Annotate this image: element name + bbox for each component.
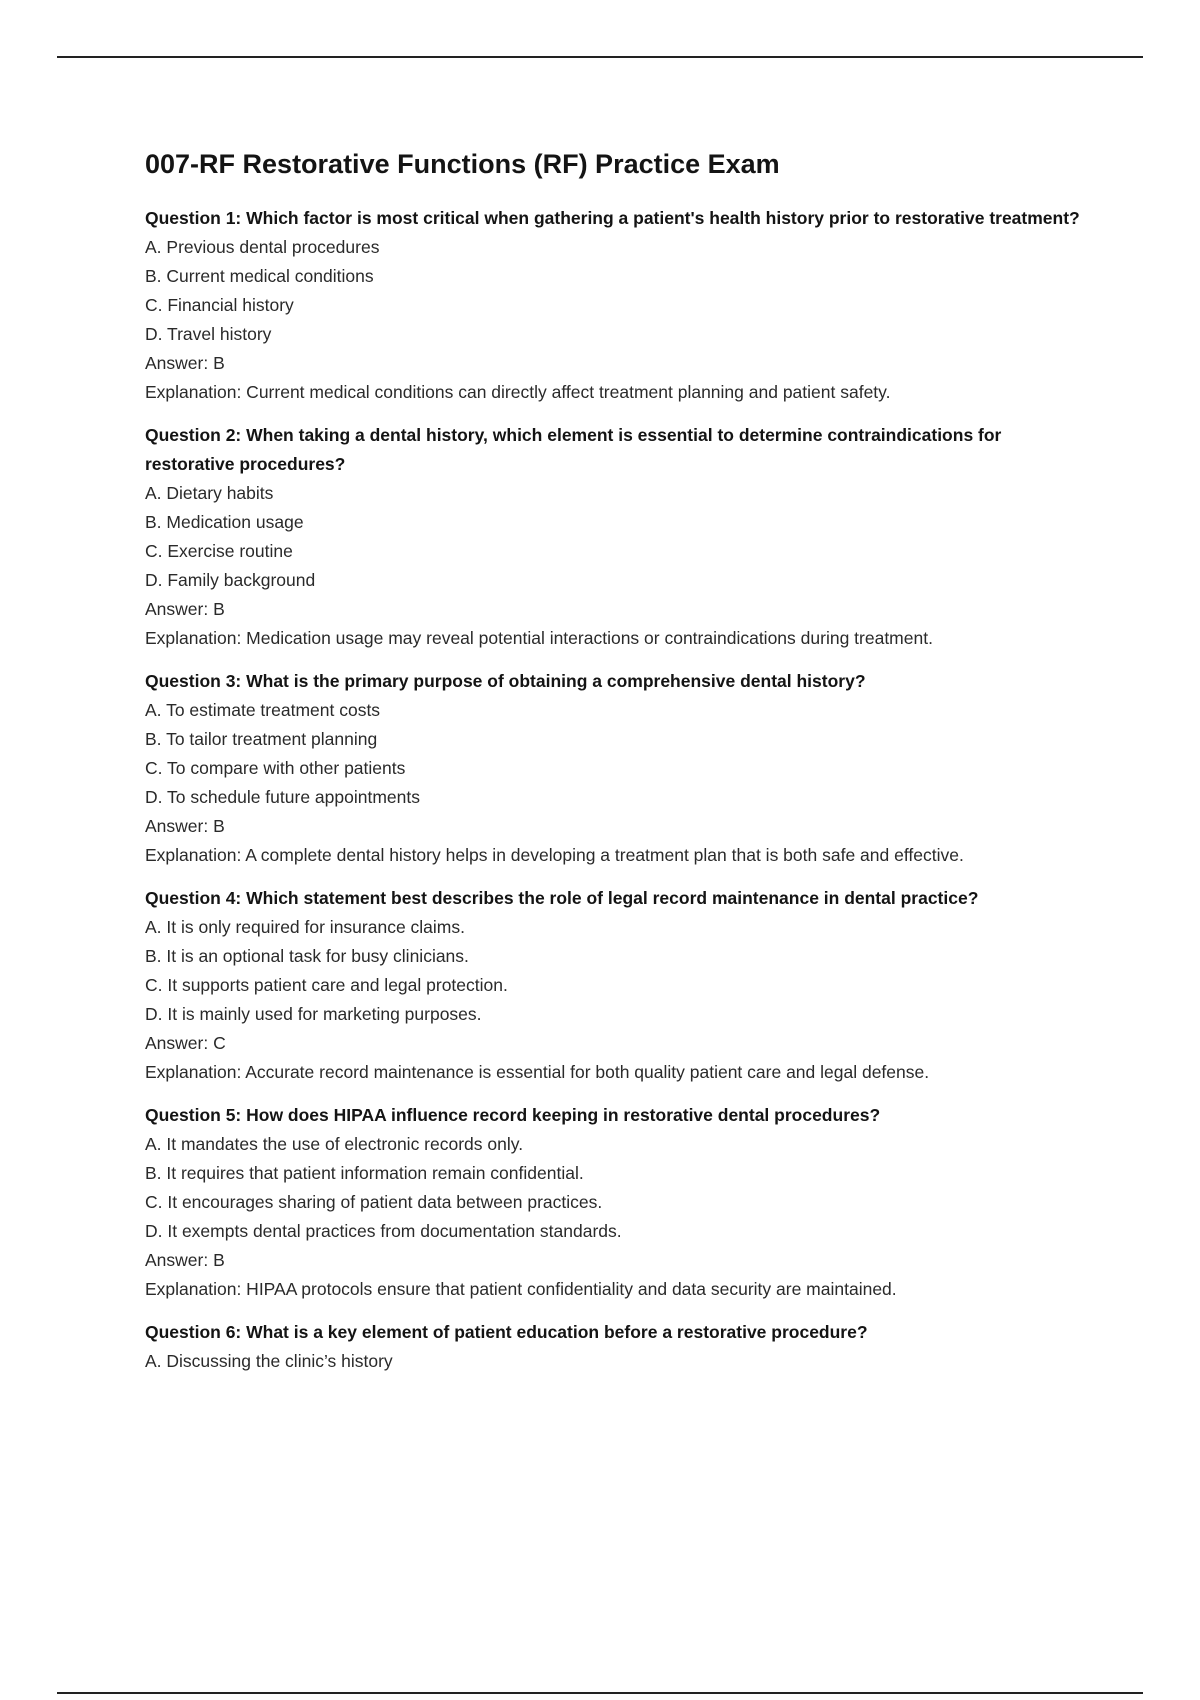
page-content [145,146,1085,1390]
answer-option: A. Discussing the clinic’s history [145,1351,393,1371]
correct-answer: Answer: B [145,353,225,373]
question-block [145,667,1085,870]
question-stem: Question 6: What is a key element of patient education before a restorative procedure? [145,1322,868,1342]
question-stem: Question 3: What is the primary purpose of obtaining a comprehensive dental history? [145,671,866,691]
answer-option: D. It is mainly used for marketing purposes. [145,1004,482,1024]
question-stem: Question 2: When taking a dental history, which element is essential to determine contraindications for restorative procedures? [145,425,1002,474]
question-block [145,421,1085,653]
answer-explanation: Explanation: A complete dental history helps in developing a treatment plan that is both safe and effective. [145,845,964,865]
question-block [145,884,1085,1087]
answer-option: B. To tailor treatment planning [145,729,378,749]
answer-option: D. It exempts dental practices from documentation standards. [145,1221,622,1241]
answer-option: A. Previous dental procedures [145,237,380,257]
question-block [145,1101,1085,1304]
answer-option: A. To estimate treatment costs [145,700,381,720]
correct-answer: Answer: B [145,599,225,619]
question-stem: Question 5: How does HIPAA influence record keeping in restorative dental procedures? [145,1105,881,1125]
answer-option: A. Dietary habits [145,483,274,503]
answer-explanation: Explanation: Medication usage may reveal potential interactions or contraindications during treatment. [145,628,933,648]
answer-option: B. Medication usage [145,512,304,532]
footer-rule [57,1692,1143,1694]
answer-explanation: Explanation: HIPAA protocols ensure that patient confidentiality and data security are maintained. [145,1279,897,1299]
question-block [145,204,1085,407]
question-stem: Question 1: Which factor is most critical when gathering a patient's health history prior to restorative treatment? [145,208,1080,228]
answer-option: D. Family background [145,570,316,590]
question-stem: Question 4: Which statement best describes the role of legal record maintenance in dental practice? [145,888,979,908]
correct-answer: Answer: B [145,816,225,836]
answer-option: A. It mandates the use of electronic records only. [145,1134,524,1154]
answer-option: C. It supports patient care and legal protection. [145,975,508,995]
answer-option: D. To schedule future appointments [145,787,420,807]
correct-answer: Answer: C [145,1033,226,1053]
answer-explanation: Explanation: Current medical conditions can directly affect treatment planning and patient safety. [145,382,891,402]
header-rule [57,56,1143,58]
answer-option: B. It requires that patient information remain confidential. [145,1163,584,1183]
correct-answer: Answer: B [145,1250,225,1270]
answer-option: D. Travel history [145,324,272,344]
answer-explanation: Explanation: Accurate record maintenance is essential for both quality patient care and legal defense. [145,1062,930,1082]
answer-option: C. To compare with other patients [145,758,406,778]
answer-option: B. Current medical conditions [145,266,374,286]
answer-option: B. It is an optional task for busy clinicians. [145,946,469,966]
answer-option: C. Exercise routine [145,541,293,561]
document-title: 007-RF Restorative Functions (RF) Practice Exam [145,149,780,179]
answer-option: C. It encourages sharing of patient data between practices. [145,1192,603,1212]
answer-option: C. Financial history [145,295,294,315]
question-block [145,1318,1085,1376]
answer-option: A. It is only required for insurance claims. [145,917,465,937]
